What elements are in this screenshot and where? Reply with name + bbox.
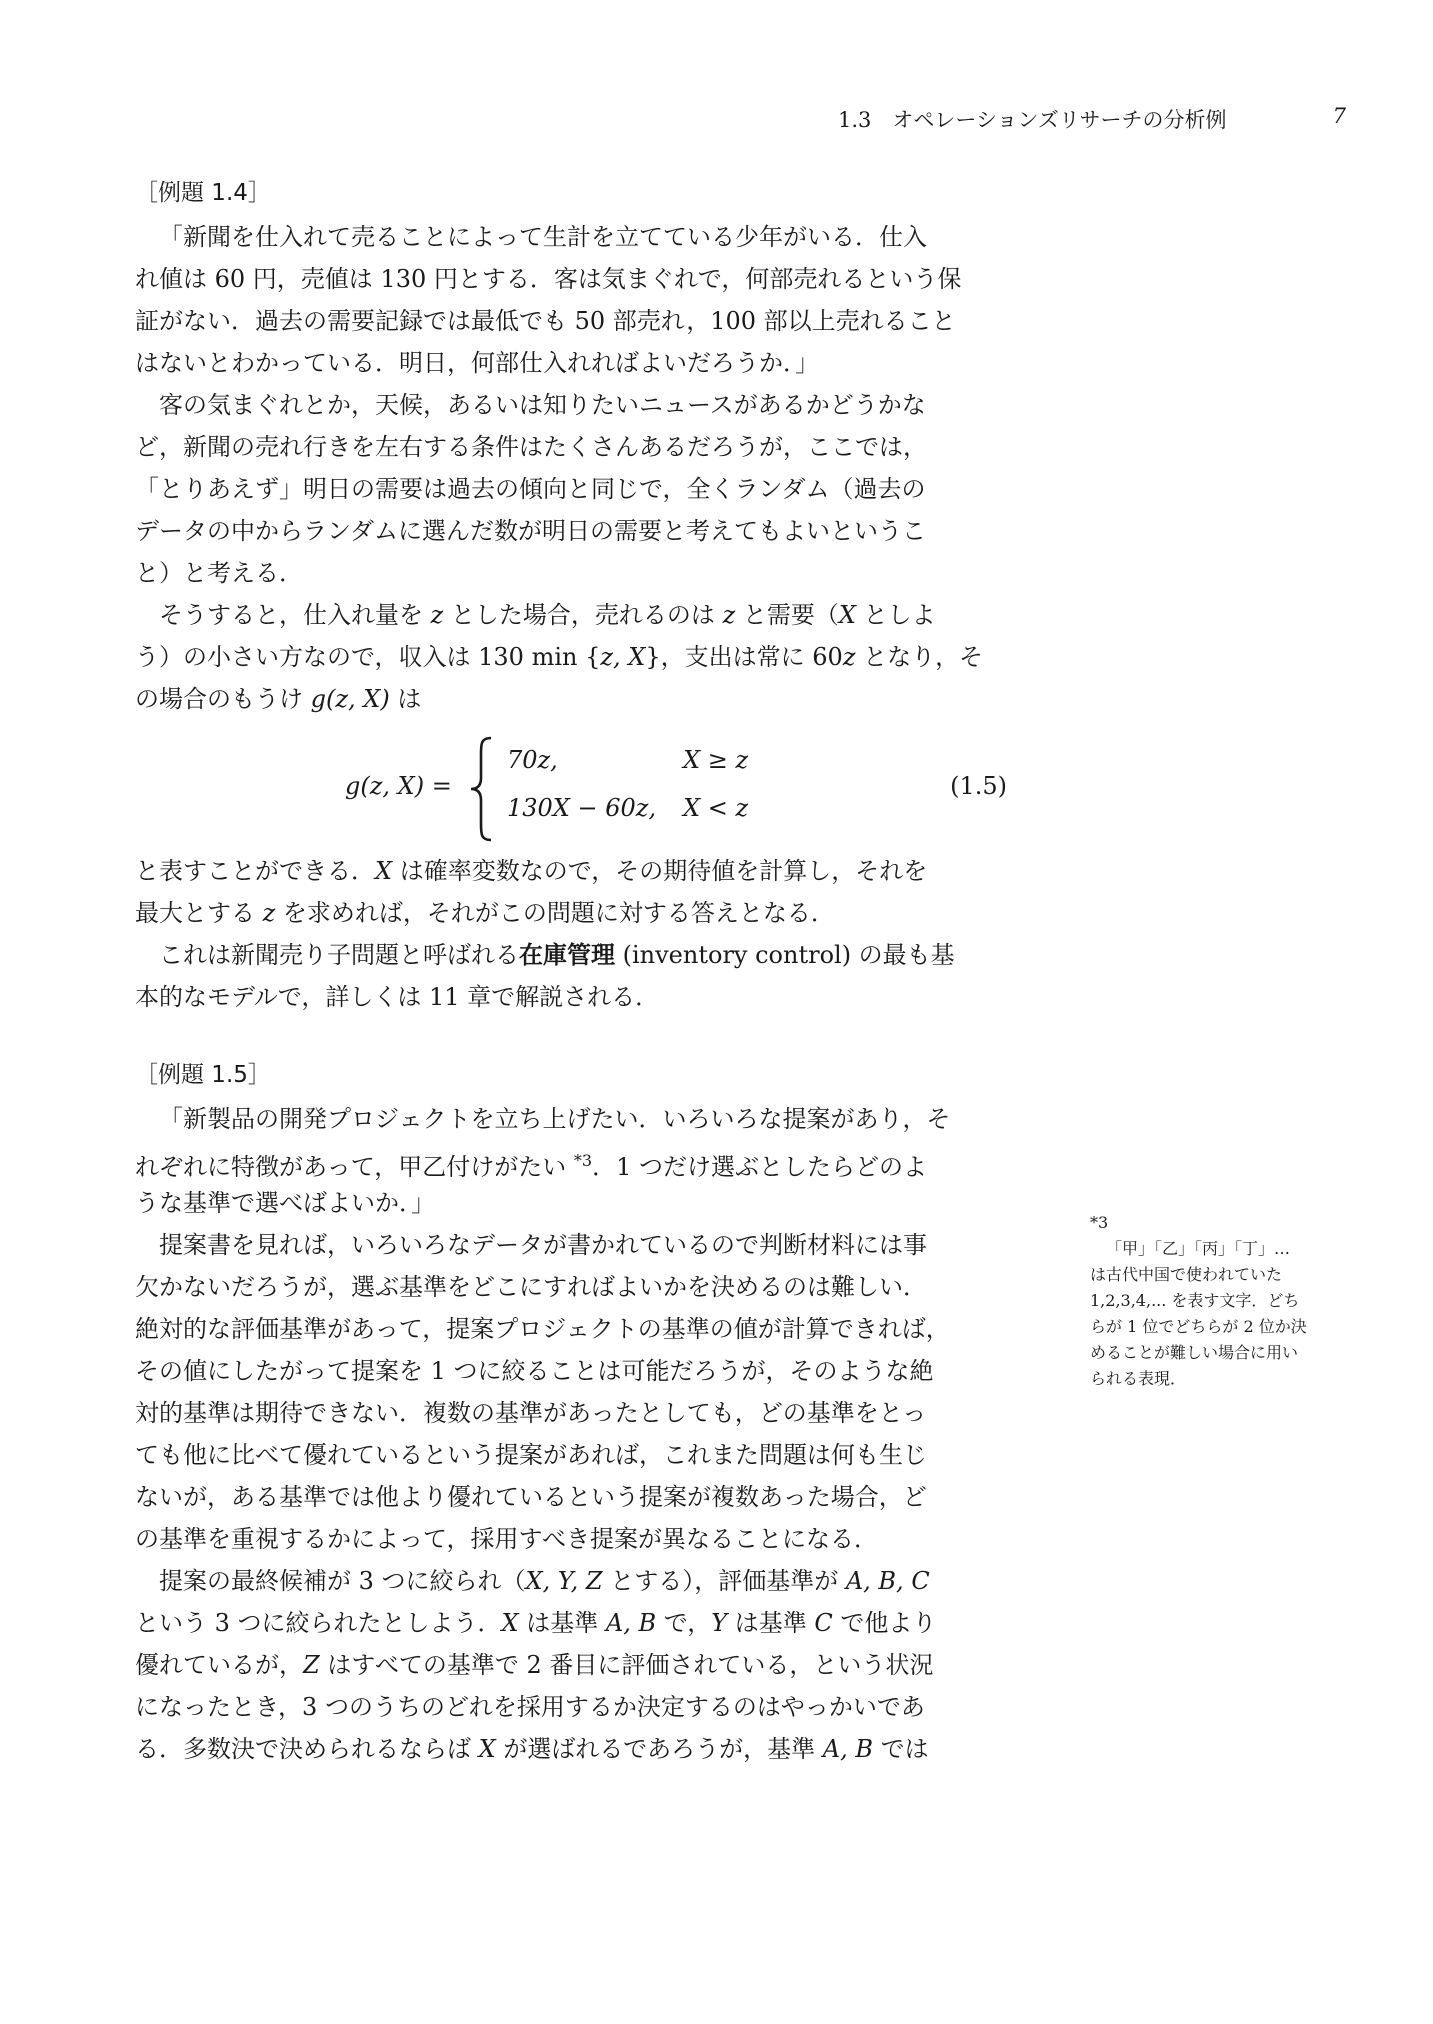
section-title: 1.3 オペレーションズリサーチの分析例 — [838, 108, 1227, 132]
paragraph-profit-definition — [135, 594, 1007, 720]
math-var: Z — [303, 1651, 320, 1679]
math-var: z — [262, 899, 276, 927]
footnote-mark: *3 — [1090, 1213, 1109, 1232]
math-var: z — [430, 601, 444, 629]
footnote-line: めることが難しい場合に用い — [1090, 1343, 1299, 1362]
math-var: Y — [711, 1609, 728, 1637]
text-run: る．多数決で決められるならば — [135, 1735, 479, 1763]
text-line — [135, 1728, 1007, 1770]
math-var: X, Y, Z — [525, 1567, 603, 1595]
text-run: は確率変数なので，その期待値を計算し，それを — [392, 857, 928, 885]
text-line — [135, 1644, 1007, 1686]
math-var: z, X — [600, 643, 646, 671]
text-run: 優れているが， — [135, 1651, 303, 1679]
example-1-4-heading: ［例題 1.4］ — [135, 180, 271, 206]
page-number: 7 — [1332, 104, 1346, 128]
text-run: とする），評価基準が — [602, 1567, 846, 1595]
equation-number: (1.5) — [950, 772, 1007, 800]
text-line — [135, 678, 1007, 720]
footnote-line: は古代中国で使われていた — [1090, 1265, 1283, 1284]
main-text-column — [135, 170, 1007, 1770]
text-line: 証がない．過去の需要記録では最低でも 50 部売れ，100 部以上売れること — [135, 307, 956, 335]
text-line — [135, 934, 1007, 976]
footnote-line: 1,2,3,4,... を表す文字．どち — [1090, 1291, 1300, 1310]
text-run: これは新聞売り子問題と呼ばれる — [159, 941, 519, 969]
footnote-line: らが 1 位でどちらが 2 位か決 — [1090, 1317, 1307, 1336]
text-line: 「とりあえず」明日の需要は過去の傾向と同じで，全くランダム（過去の — [135, 475, 926, 503]
text-line: 本的なモデルで，詳しくは 11 章で解説される． — [135, 983, 660, 1011]
bold-term: 在庫管理 — [519, 941, 615, 969]
text-run: は基準 — [518, 1609, 606, 1637]
text-line: うな基準で選べばよいか．」 — [135, 1189, 435, 1217]
text-line: 客の気まぐれとか，天候，あるいは知りたいニュースがあるかどうかな — [159, 391, 926, 419]
equation-1-5 — [135, 734, 1007, 844]
text-line: ないが，ある基準では他より優れているという提案が複数あった場合，ど — [135, 1483, 927, 1511]
paragraph-expectation — [135, 850, 1007, 934]
text-run: は基準 — [727, 1609, 815, 1637]
math-var: z — [842, 643, 856, 671]
text-run: とした場合，売れるのは — [443, 601, 723, 629]
text-run: は — [389, 685, 422, 713]
paragraph-criteria-difficulty — [135, 1224, 1007, 1560]
text-line — [135, 1560, 1007, 1602]
left-brace-icon — [467, 734, 497, 844]
math-var: z — [722, 601, 736, 629]
text-line: 絶対的な評価基準があって，提案プロジェクトの基準の値が計算できれば， — [135, 1315, 950, 1343]
example-1-5-heading: ［例題 1.5］ — [135, 1062, 271, 1088]
text-line: 提案書を見れば，いろいろなデータが書かれているので判断材料には事 — [159, 1231, 927, 1259]
text-run: そうすると，仕入れ量を — [159, 601, 431, 629]
text-line: はないとわかっている．明日，何部仕入れればよいだろうか．」 — [135, 349, 819, 377]
text-line: その値にしたがって提案を 1 つに絞ることは可能だろうが，そのような絶 — [135, 1357, 934, 1385]
text-run: れぞれに特徴があって，甲乙付けがたい — [135, 1153, 574, 1181]
text-run: という 3 つに絞られたとしよう． — [135, 1609, 502, 1637]
text-line: になったとき，3 つのうちのどれを採用するか決定するのはやっかいであ — [135, 1693, 925, 1721]
text-line: れ値は 60 円，売値は 130 円とする．客は気まぐれで，何部売れるという保 — [135, 265, 962, 293]
math-var: X — [375, 857, 393, 885]
text-run: としよ — [855, 601, 936, 629]
paragraph-final-candidates — [135, 1560, 1007, 1770]
text-run: で， — [656, 1609, 712, 1637]
text-run: となり，そ — [855, 643, 984, 671]
footnote-reference[interactable]: *3 — [573, 1151, 593, 1170]
text-line: の基準を重視するかによって，採用すべき提案が異なることになる． — [135, 1525, 879, 1553]
text-run: ．1 つだけ選ぶとしたらどのよ — [592, 1153, 928, 1181]
math-var: A, B — [605, 1609, 657, 1637]
text-line: 「新聞を仕入れて売ることによって生計を立てている少年がいる．仕入 — [159, 223, 927, 251]
case-expression: 130X − 60z, — [507, 794, 657, 822]
margin-footnote — [1090, 1210, 1345, 1392]
text-line: と）と考える． — [135, 559, 303, 587]
text-line: 対的基準は期待できない．複数の基準があったとしても，どの基準をとっ — [135, 1399, 927, 1427]
text-run: と需要（ — [735, 601, 839, 629]
math-var: (z, X) — [326, 685, 390, 713]
section-spacer — [135, 1018, 1007, 1052]
text-run: 提案の最終候補が 3 つに絞られ（ — [159, 1567, 526, 1595]
math-var: A, B — [822, 1735, 873, 1763]
text-line — [135, 1140, 1007, 1182]
text-run: (inventory control) の最も基 — [615, 941, 955, 969]
running-header — [838, 104, 1346, 138]
text-line: ても他に比べて優れているという提案があれば，これまた問題は何も生じ — [135, 1441, 927, 1469]
text-run: 最大とする — [135, 899, 263, 927]
math-var: g — [310, 685, 327, 713]
paragraph-demand-assumption — [135, 384, 1007, 594]
footnote-line: られる表現． — [1090, 1369, 1187, 1388]
math-var: X — [501, 1609, 519, 1637]
math-var: A, B, C — [845, 1567, 930, 1595]
math-var: X — [478, 1735, 496, 1763]
text-line — [135, 850, 1007, 892]
text-run: う）の小さい方なので，収入は 130 min { — [135, 643, 601, 671]
text-run: を求めれば，それがこの問題に対する答えとなる． — [275, 899, 835, 927]
text-line — [135, 636, 1007, 678]
text-line: データの中からランダムに選んだ数が明日の需要と考えてもよいというこ — [135, 517, 927, 545]
case-condition: X ≥ z — [683, 746, 749, 774]
text-line: 「新製品の開発プロジェクトを立ち上げたい．いろいろな提案があり，そ — [159, 1105, 951, 1133]
text-run: と表すことができる． — [135, 857, 375, 885]
text-line — [135, 892, 1007, 934]
equation-lhs: g(z, X) = — [345, 772, 452, 800]
text-line — [135, 594, 1007, 636]
text-run: では — [873, 1735, 929, 1763]
text-line: ど，新聞の売れ行きを左右する条件はたくさんあるだろうが，ここでは， — [135, 433, 927, 461]
math-var: X — [838, 601, 856, 629]
paragraph-newsvendor — [135, 934, 1007, 1018]
case-condition: X < z — [683, 794, 749, 822]
case-expression: 70z, — [507, 746, 558, 774]
text-line — [135, 1602, 1007, 1644]
math-var: C — [814, 1609, 833, 1637]
text-run: }，支出は常に 60 — [645, 643, 843, 671]
text-run: が選ばれるであろうが，基準 — [495, 1735, 823, 1763]
text-run: の場合のもうけ — [135, 685, 311, 713]
example-1-4-problem-statement — [135, 216, 1007, 384]
text-run: はすべての基準で 2 番目に評価されている，という状況 — [319, 1651, 934, 1679]
footnote-line: 「甲」「乙」「丙」「丁」… — [1106, 1239, 1291, 1258]
text-line: 欠かないだろうが，選ぶ基準をどこにすればよいかを決めるのは難しい． — [135, 1273, 927, 1301]
text-run: で他より — [832, 1609, 937, 1637]
example-1-5-problem-statement — [135, 1098, 1007, 1224]
